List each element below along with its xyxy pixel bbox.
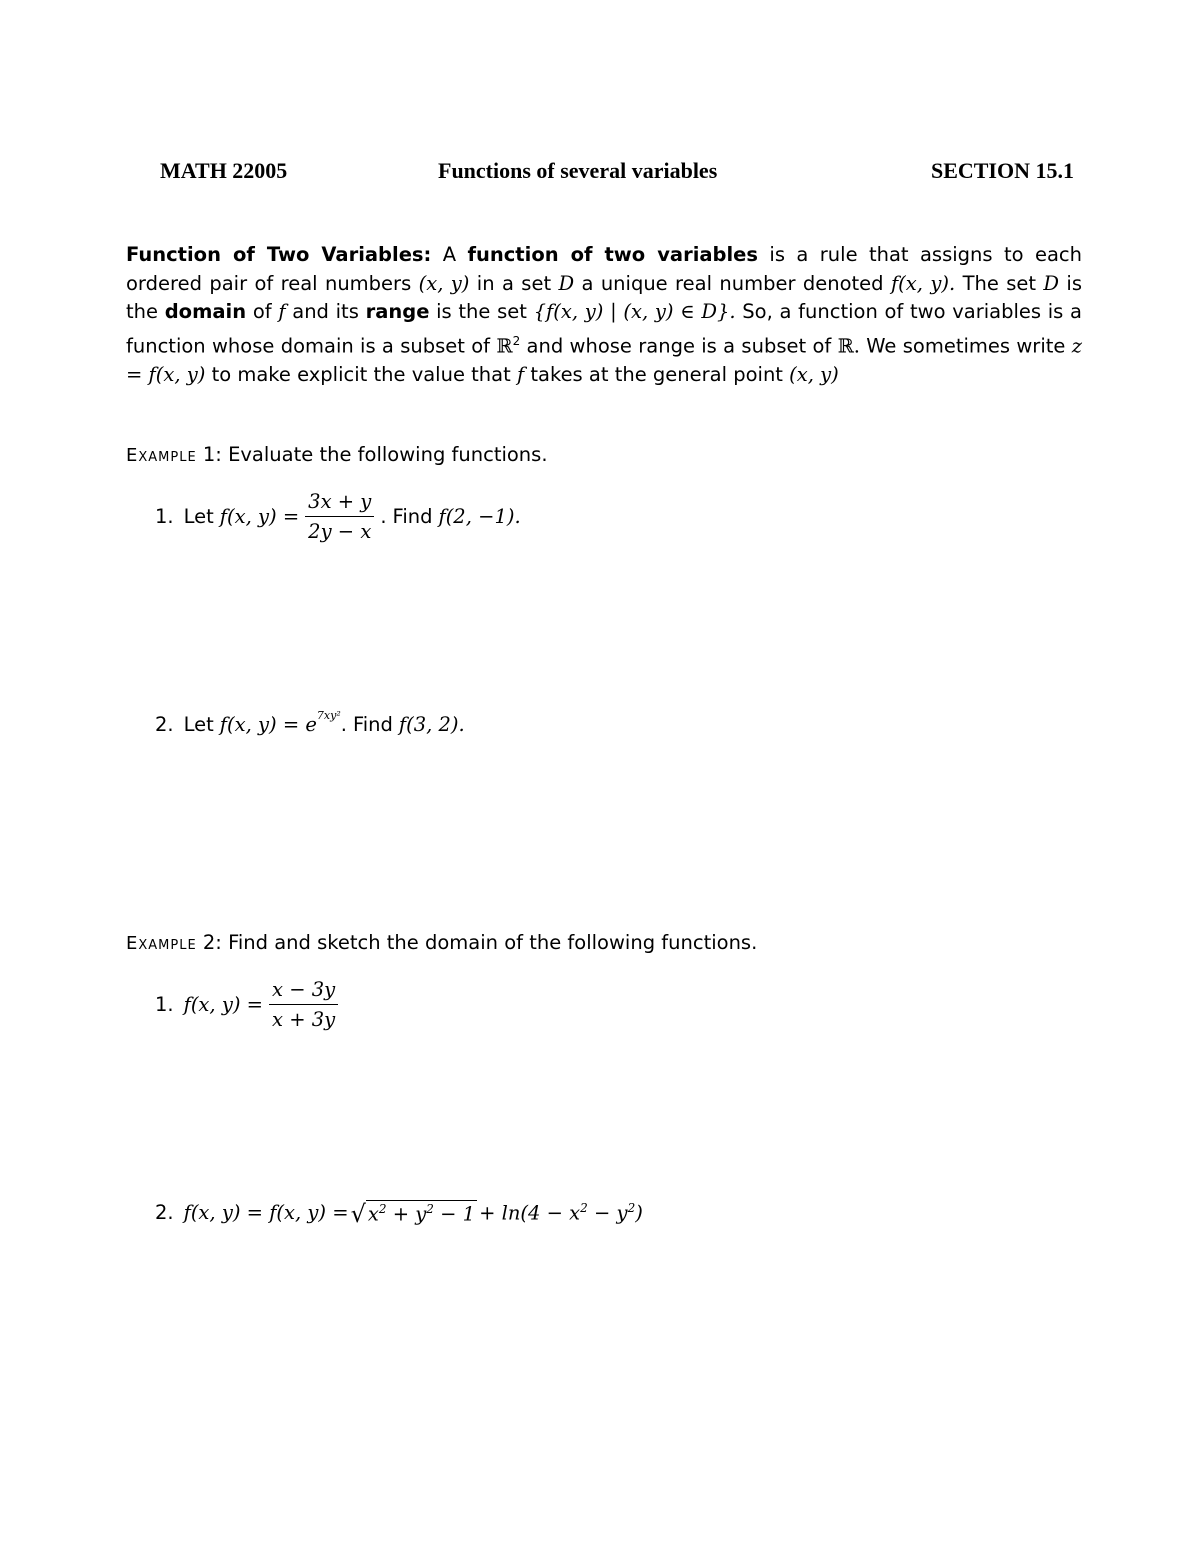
math-expression: + y bbox=[386, 1202, 427, 1226]
example-2-item-1 bbox=[155, 978, 344, 1031]
example-2-item-2 bbox=[155, 1200, 643, 1226]
definition-bold: domain bbox=[164, 300, 247, 323]
example-number: 2: bbox=[196, 931, 222, 954]
math-expression: D bbox=[558, 271, 575, 295]
square-root bbox=[351, 1200, 478, 1226]
definition-text: We sometimes write bbox=[859, 334, 1072, 357]
definition-text: takes at the general point bbox=[524, 362, 790, 386]
radicand bbox=[366, 1200, 477, 1226]
definition-text: a unique real number denoted bbox=[574, 271, 891, 295]
example-1-heading bbox=[126, 443, 548, 466]
math-expression: − y bbox=[587, 1201, 628, 1225]
item-text: Let bbox=[183, 505, 214, 528]
definition-text: and whose range is a subset of bbox=[520, 334, 838, 357]
definition-text: to make explicit the value that bbox=[205, 362, 517, 386]
math-expression: ) bbox=[635, 1201, 643, 1225]
math-expression: z = f(x, y) bbox=[126, 334, 1082, 386]
fraction bbox=[305, 490, 374, 543]
course-code: MATH 22005 bbox=[160, 158, 288, 183]
definition-text: So, a function of two variables is a function whose domain is a subset of bbox=[126, 300, 1082, 357]
math-expression: f(x, y) = bbox=[219, 505, 300, 528]
definition-text: in a set bbox=[469, 271, 559, 295]
fraction-numerator: 3x + y bbox=[308, 490, 372, 513]
example-label: Example bbox=[126, 933, 197, 954]
definition-text: The set bbox=[955, 271, 1044, 295]
math-expression: D bbox=[1043, 271, 1060, 295]
math-superscript: 2 bbox=[426, 1202, 434, 1216]
example-instruction: Find and sketch the domain of the following functions. bbox=[221, 931, 758, 954]
math-expression: (x, y) bbox=[789, 362, 839, 386]
radical-sign: √ bbox=[350, 1199, 366, 1228]
math-expression: − 1 bbox=[433, 1202, 476, 1226]
math-expression: f(x, y). bbox=[890, 271, 956, 295]
definition-text: is the bbox=[126, 271, 1082, 323]
math-superscript: 2 bbox=[378, 1202, 387, 1216]
fraction-denominator: 2y − x bbox=[305, 516, 374, 543]
math-expression: ℝ bbox=[496, 334, 513, 357]
math-expression: f(3, 2). bbox=[398, 713, 465, 736]
definition-paragraph bbox=[126, 241, 1082, 389]
section-number: SECTION 15.1 bbox=[930, 158, 1074, 183]
math-expression: f(2, −1). bbox=[438, 505, 521, 528]
math-expression: (x, y) bbox=[418, 271, 470, 295]
math-expression: f bbox=[278, 300, 286, 323]
math-superscript: 2 bbox=[580, 1201, 588, 1215]
example-number: 1: bbox=[196, 443, 222, 466]
math-expression: ℝ. bbox=[837, 334, 860, 357]
definition-text: of bbox=[246, 300, 279, 323]
example-1-item-2 bbox=[155, 709, 465, 736]
item-text: . bbox=[340, 713, 347, 736]
math-superscript: 2 bbox=[627, 1201, 636, 1215]
example-instruction: Evaluate the following functions. bbox=[221, 443, 548, 466]
definition-text: is a rule that assigns to each ordered pair of real numbers bbox=[126, 243, 1082, 295]
example-2-heading bbox=[126, 931, 757, 954]
definition-bold: function of two variables bbox=[467, 243, 759, 266]
item-number: 2. bbox=[155, 1201, 174, 1225]
item-text: Find bbox=[352, 713, 393, 736]
item-text: . bbox=[380, 505, 387, 528]
math-expression: {f(x, y) | (x, y) ∈ D}. bbox=[533, 300, 736, 323]
definition-text: is the set bbox=[429, 300, 534, 323]
item-number: 2. bbox=[155, 713, 174, 736]
example-1-item-1 bbox=[155, 490, 521, 543]
item-text: Let bbox=[183, 713, 214, 736]
math-superscript: 2 bbox=[512, 333, 521, 348]
item-number: 1. bbox=[155, 993, 174, 1016]
math-superscript: 7xy² bbox=[316, 709, 341, 722]
example-label: Example bbox=[126, 445, 197, 466]
definition-text: and its bbox=[285, 300, 366, 323]
math-expression: x bbox=[367, 1202, 379, 1226]
definition-text: A bbox=[431, 243, 468, 266]
math-expression: f(x, y) = e bbox=[219, 713, 317, 736]
item-number: 1. bbox=[155, 505, 174, 528]
definition-bold: range bbox=[365, 300, 430, 323]
math-expression: f(x, y) = f(x, y) = bbox=[183, 1201, 349, 1225]
item-text: Find bbox=[392, 505, 433, 528]
math-expression: + ln(4 − x bbox=[479, 1201, 581, 1225]
definition-term: Function of Two Variables: bbox=[126, 243, 432, 266]
fraction-numerator: x − 3y bbox=[272, 978, 336, 1001]
page-title: Functions of several variables bbox=[438, 158, 718, 183]
math-expression: f(x, y) = bbox=[183, 993, 263, 1016]
math-expression: f bbox=[516, 362, 525, 386]
fraction bbox=[269, 978, 338, 1031]
fraction-denominator: x + 3y bbox=[269, 1004, 338, 1031]
page-header bbox=[160, 158, 1074, 188]
